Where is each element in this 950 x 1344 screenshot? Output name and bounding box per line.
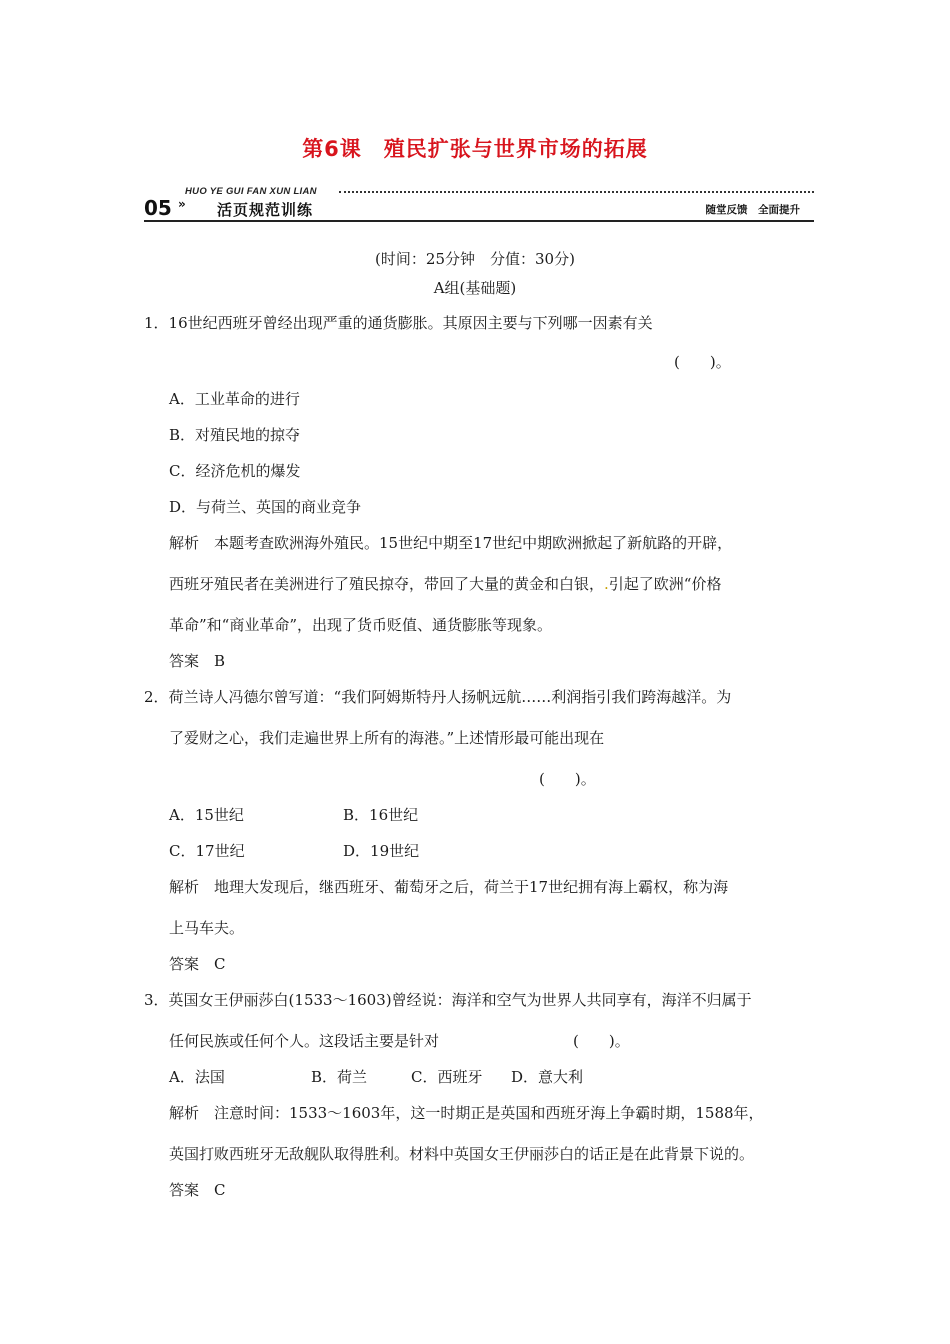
question-1-blank: ( )。 <box>674 353 731 371</box>
question-1-option-c: C．经济危机的爆发 <box>169 462 301 480</box>
question-2-blank: ( )。 <box>539 770 596 788</box>
group-heading: A组(基础题) <box>433 279 517 297</box>
banner-dotted-rule <box>339 191 814 193</box>
question-2-stem-line-1: 2．荷兰诗人冯德尔曾写道：“我们阿姆斯特丹人扬帆远航……利润指引我们跨海越洋。为 <box>144 688 732 706</box>
stray-mark: . <box>604 575 609 593</box>
double-chevron-icon: » <box>178 197 186 211</box>
banner-pinyin: HUO YE GUI FAN XUN LIAN <box>185 186 317 197</box>
question-2-analysis-line-1: 解析 地理大发现后，继西班牙、葡萄牙之后，荷兰于17世纪拥有海上霸权，称为海 <box>169 878 729 896</box>
question-2-answer: 答案 C <box>169 955 226 973</box>
question-2-option-d: D．19世纪 <box>343 842 420 860</box>
question-1-analysis-line-2 <box>169 574 721 594</box>
question-1-stem: 1．16世纪西班牙曾经出现严重的通货膨胀。其原因主要与下列哪一因素有关 <box>144 314 653 332</box>
question-2-stem-line-2: 了爱财之心，我们走遍世界上所有的海港。”上述情形最可能出现在 <box>169 729 605 747</box>
question-3-stem-line-1: 3．英国女王伊丽莎白(1533～1603)曾经说：海洋和空气为世界人共同享有，海洋不归属于 <box>144 991 752 1009</box>
question-1-analysis-line-3: 革命”和“商业革命”，出现了货币贬值、通货膨胀等现象。 <box>169 616 553 634</box>
time-score-info: (时间：25分钟 分值：30分) <box>375 250 575 268</box>
question-3-stem-line-2: 任何民族或任何个人。这段话主要是针对 <box>169 1032 440 1050</box>
question-1-analysis-text-a: 西班牙殖民者在美洲进行了殖民掠夺，带回了大量的黄金和白银， <box>169 575 605 593</box>
question-1-option-d: D．与荷兰、英国的商业竞争 <box>169 498 362 516</box>
question-3-option-d: D．意大利 <box>511 1068 584 1086</box>
question-3-blank: ( )。 <box>573 1032 630 1050</box>
banner-section-number: 05 <box>144 196 172 220</box>
question-3-answer: 答案 C <box>169 1181 226 1199</box>
question-2-option-a: A．15世纪 <box>169 806 244 824</box>
question-3-option-b: B．荷兰 <box>311 1068 368 1086</box>
question-2-option-c: C．17世纪 <box>169 842 245 860</box>
question-1-answer: 答案 B <box>169 652 226 670</box>
question-1-option-a: A．工业革命的进行 <box>169 390 300 408</box>
banner-right-text: 随堂反馈 全面提升 <box>705 204 800 216</box>
question-3-analysis-line-2: 英国打败西班牙无敌舰队取得胜利。材料中英国女王伊丽莎白的话正是在此背景下说的。 <box>169 1145 755 1163</box>
banner-rule <box>144 220 814 222</box>
banner-label: 活页规范训练 <box>217 201 314 219</box>
question-1-analysis-line-1: 解析 本题考查欧洲海外殖民。15世纪中期至17世纪中期欧洲掀起了新航路的开辟， <box>169 534 733 552</box>
question-1-analysis-text-b: 引起了欧洲“价格 <box>608 575 722 593</box>
question-3-analysis-line-1: 解析 注意时间：1533～1603年，这一时期正是英国和西班牙海上争霸时期，1588年， <box>169 1104 764 1122</box>
question-2-option-b: B．16世纪 <box>343 806 419 824</box>
question-3-option-c: C．西班牙 <box>411 1068 483 1086</box>
question-1-option-b: B．对殖民地的掠夺 <box>169 426 301 444</box>
question-2-analysis-line-2: 上马车夫。 <box>169 919 245 937</box>
section-banner <box>144 186 814 224</box>
question-3-option-a: A．法国 <box>169 1068 225 1086</box>
lesson-title: 第6课 殖民扩张与世界市场的拓展 <box>302 137 648 161</box>
